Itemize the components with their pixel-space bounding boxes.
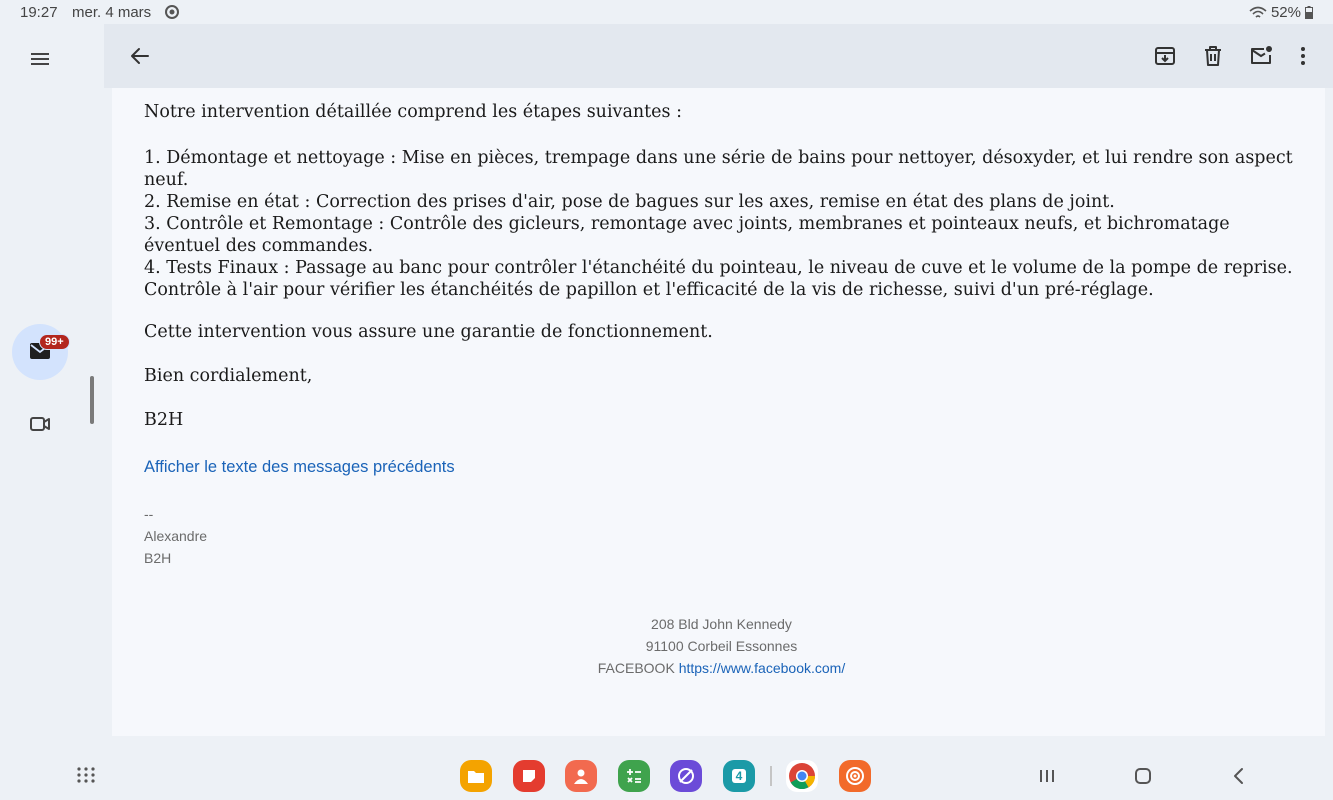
step-item: 4. Tests Finaux : Passage au banc pour contrôler l'étanchéité du pointeau, le niveau de cuve et le volume de la pompe de reprise. Contrôle à l'air pour vérifier les étanchéités de papillon et l'efficacité de la vis de richesse, suivi d'un pré-réglage. [144,258,1293,300]
step-item: 3. Contrôle et Remontage : Contrôle des gicleurs, remontage avec joints, membranes et pointeaux neufs, et bichromatage éventuel des commandes. [144,214,1230,256]
signature-name: Alexandre [144,528,208,544]
message-body [112,88,1325,736]
files-app-icon[interactable] [460,760,492,792]
guarantee-paragraph: Cette intervention vous assure une garantie de fonctionnement. [144,322,713,342]
back-arrow-icon[interactable] [128,44,152,68]
contacts-app-icon[interactable] [565,760,597,792]
steps-list [144,147,1309,301]
video-camera-icon[interactable] [28,412,52,436]
podcast-app-icon[interactable] [839,760,871,792]
browser-app-icon[interactable] [670,760,702,792]
signature [144,503,207,569]
calculator-app-icon[interactable] [618,760,650,792]
message-toolbar [104,24,1333,88]
unread-badge: 99+ [39,334,70,350]
signature-separator: -- [144,506,154,522]
app-drawer-icon[interactable] [76,766,96,784]
signature-company: B2H [144,550,172,566]
status-right [1249,4,1313,21]
more-options-icon[interactable] [1291,44,1315,68]
status-time: 19:27 [20,4,58,21]
navigation-bar [0,746,1333,800]
show-quoted-text-link[interactable]: Afficher le texte des messages précédents [144,458,455,476]
battery-percent: 52% [1270,4,1301,21]
rail-scroll-indicator[interactable] [90,376,94,424]
menu-icon[interactable] [28,47,52,71]
wifi-icon [1249,6,1267,20]
calendar-app-icon[interactable] [723,760,755,792]
message-footer [112,613,1331,679]
closing-text: Bien cordialement, [144,366,313,386]
status-date: mer. 4 mars [72,4,152,21]
facebook-line [112,657,1331,679]
address-line-2: 91100 Corbeil Essonnes [645,638,798,654]
recent-apps-icon[interactable] [1035,764,1059,788]
archive-icon[interactable] [1153,44,1177,68]
status-bar [0,0,1333,24]
facebook-label: FACEBOOK [597,660,675,676]
rail-mail-button[interactable] [12,324,68,380]
battery-icon [1305,6,1313,19]
chrome-app-icon[interactable] [786,760,818,792]
address-line-1: 208 Bld John Kennedy [651,616,792,632]
step-item: 1. Démontage et nettoyage : Mise en pièces, trempage dans une série de bains pour nettoyer, désoxyder, et lui rendre son aspect neuf. [144,148,1293,190]
facebook-link[interactable]: https://www.facebook.com/ [678,660,846,676]
step-item: 2. Remise en état : Correction des prises d'air, pose de bagues sur les axes, remise en état des plans de joint. [144,192,1115,212]
dock-divider [770,766,772,786]
notes-app-icon[interactable] [513,760,545,792]
back-nav-icon[interactable] [1227,764,1251,788]
sender-name: B2H [144,410,184,430]
calendar-day: 4 [732,769,747,783]
sync-status-icon [164,4,180,20]
delete-icon[interactable] [1201,44,1225,68]
mark-unread-icon[interactable] [1249,44,1273,68]
intro-paragraph: Notre intervention détaillée comprend les étapes suivantes : [144,102,682,122]
home-icon[interactable] [1131,764,1155,788]
